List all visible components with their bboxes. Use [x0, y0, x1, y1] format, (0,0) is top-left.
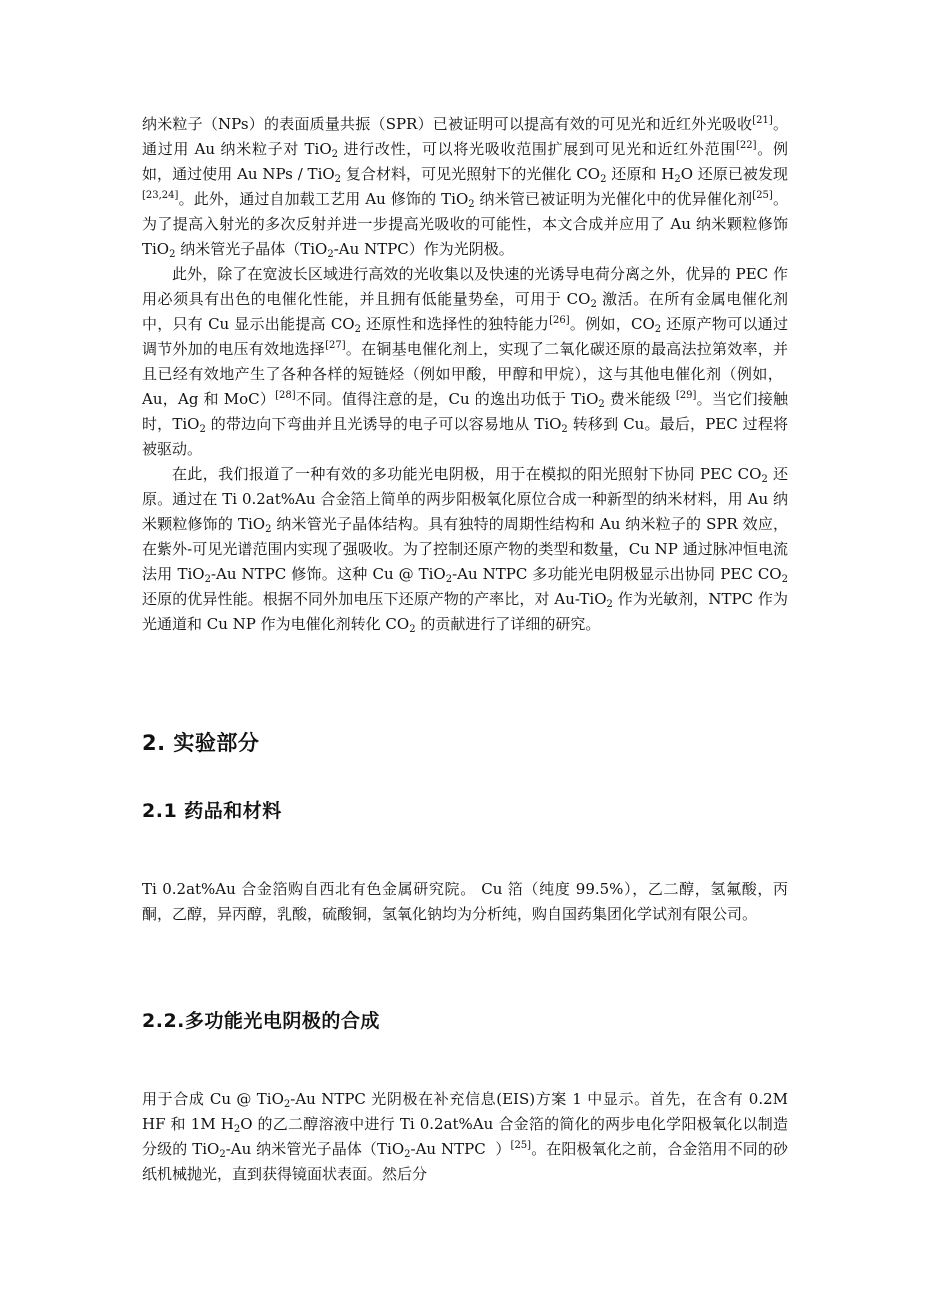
paragraph-electrocatalysis: 此外，除了在宽波长区域进行高效的光收集以及快速的光诱导电荷分离之外，优异的 PEC 作用必须具有出色的电催化性能，并且拥有低能量势垒，可用于 $CO_2$ 激活。在所有金属电催化剂中，只有 Cu 显示出能提高 $CO_2$ 还原性和选择性的独特能力[26]。例如，$CO_2$ 还原产物可以通过调节外加的电压有效地选择[27]。在铜基电催化剂上，实现了二氧化碳还原的最高法拉第效率，并且已经有效地产生了各种各样的短链烃（例如甲酸，甲醇和甲烷），这与其他电催化剂（例如， Au，Ag 和 MoC）[28]不同。值得注意的是，Cu 的逸出功低于 TiO$_2$ 费米能级 [29]。当它们接触时，TiO$_2$ 的带边向下弯曲并且光诱导的电子可以容易地从 TiO$_2$ 转移到 Cu。最后，PEC 过程将被驱动。 — [142, 265, 788, 458]
paragraph-this-work: 在此，我们报道了一种有效的多功能光电阴极，用于在模拟的阳光照射下协同 PEC $CO_2$ 还原。通过在 Ti 0.2at%Au 合金箔上简单的两步阳极氧化原位合成一种新型的纳米材料，用 Au 纳米颗粒修饰的 TiO$_2$ 纳米管光子晶体结构。具有独特的周期性结构和 Au 纳米粒子的 SPR 效应，在紫外-可见光谱范围内实现了强吸收。为了控制还原产物的类型和数量，Cu NP 通过脉冲恒电流法用 TiO$_2$-Au NTPC 修饰。这种 Cu @ TiO$_2$-Au NTPC 多功能光电阴极显示出协同 PEC $CO_2$ 还原的优异性能。根据不同外加电压下还原产物的产率比，对 Au-TiO$_2$ 作为光敏剂，NTPC 作为光通道和 Cu NP 作为电催化剂转化 $CO_2$ 的贡献进行了详细的研究。 — [142, 465, 789, 635]
materials-block — [142, 877, 788, 927]
paragraph-materials: Ti 0.2at%Au 合金箔购自西北有色金属研究院。 Cu 箔（纯度 99.5%），乙二醇，氢氟酸，丙酮，乙醇，异丙醇，乳酸，硫酸铜，氢氧化钠均为分析纯，购自国药集团化学试剂有限公司。 — [142, 880, 788, 923]
section-heading-experimental: 2. 实验部分 — [142, 731, 260, 755]
synthesis-block — [142, 1087, 788, 1187]
intro-block — [142, 112, 788, 637]
paragraph-spr-absorption: 纳米粒子（NPs）的表面质量共振（SPR）已被证明可以提高有效的可见光和近红外光吸收[21]。通过用 Au 纳米粒子对 TiO$_2$ 进行改性，可以将光吸收范围扩展到可见光和近红外范围[22]。例如，通过使用 Au NPs / TiO$_2$ 复合材料，可见光照射下的光催化 $CO_2$ 还原和 $H_2O$ 还原已被发现[23,24]。此外，通过自加载工艺用 Au 修饰的 TiO$_2$ 纳米管已被证明为光催化中的优异催化剂[25]。为了提高入射光的多次反射并进一步提高光吸收的可能性，本文合成并应用了 Au 纳米颗粒修饰 TiO$_2$ 纳米管光子晶体（TiO$_2$-Au NTPC）作为光阴极。 — [142, 115, 789, 260]
subsection-heading-synthesis: 2.2.多功能光电阴极的合成 — [142, 1010, 380, 1032]
subsection-heading-materials: 2.1 药品和材料 — [142, 800, 282, 822]
paragraph-synthesis: 用于合成 Cu @ TiO$_2$-Au NTPC 光阴极在补充信息(EIS)方案 1 中显示。首先，在含有 0.2M HF 和 1M $H_2O$ 的乙二醇溶液中进行 Ti 0.2at%Au 合金箔的简化的两步电化学阳极氧化以制造分级的 TiO$_2$-Au 纳米管光子晶体（TiO$_2$-Au NTPC ）[25]。在阳极氧化之前，合金箔用不同的砂纸机械抛光，直到获得镜面状表面。然后分 — [142, 1090, 789, 1183]
